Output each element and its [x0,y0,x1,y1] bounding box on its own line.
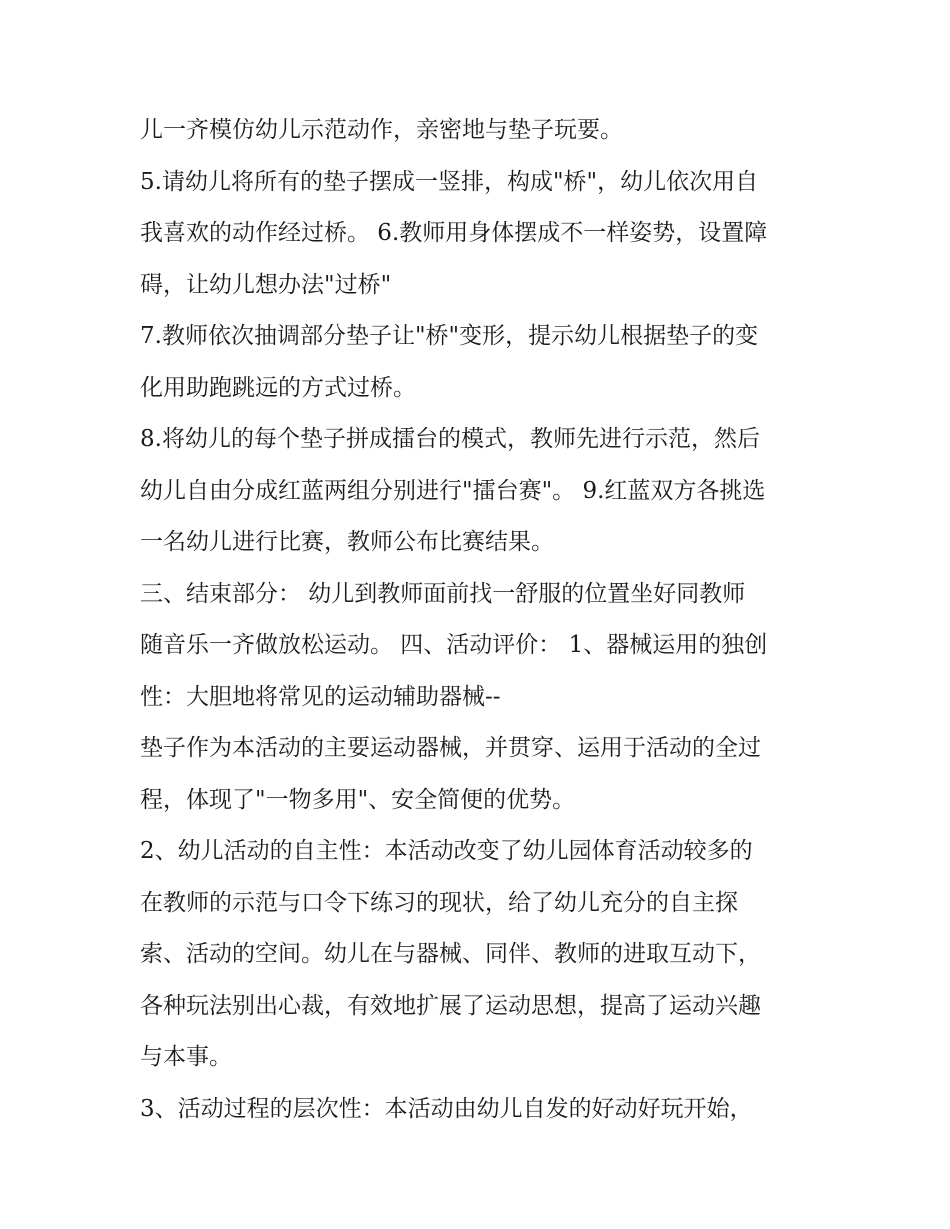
text-line: 在教师的示范与口令下练习的现状，给了幼儿充分的自主探 [140,889,738,916]
text-line: 我喜欢的动作经过桥。 6.教师用身体摆成不一样姿势，设置障 [140,220,768,246]
text-line: 一名幼儿进行比赛，教师公布比赛结果。 [140,529,554,555]
text-line: 儿一齐模仿幼儿示范动作，亲密地与垫子玩要。 [140,117,623,143]
text-line: 索、活动的空间。幼儿在与器械、同伴、教师的进取互动下， [140,941,761,967]
text-line: 随音乐一齐做放松运动。 四、活动评价： 1、器械运用的独创 [140,632,768,658]
text-line: 2、幼儿活动的自主性：本活动改变了幼儿园体育活动较多的 [140,838,753,864]
text-line: 各种玩法别出心裁，有效地扩展了运动思想，提高了运动兴趣 [140,992,761,1019]
text-line: 7.教师依次抽调部分垫子让"桥"变形，提示幼儿根据垫子的变 [140,323,759,349]
text-line: 5.请幼儿将所有的垫子摆成一竖排，构成"桥"，幼儿依次用自 [140,168,759,195]
text-line: 程，体现了"一物多用"、安全简便的优势。 [140,786,576,813]
text-line: 8.将幼儿的每个垫子拼成擂台的模式，教师先进行示范，然后 [140,426,760,452]
text-line: 化用助跑跳远的方式过桥。 [140,374,416,401]
text-line: 3、活动过程的层次性：本活动由幼儿自发的好动好玩开始， [140,1095,753,1122]
text-line: 垫子作为本活动的主要运动器械，并贯穿、运用于活动的全过 [140,735,761,761]
text-line: 幼儿自由分成红蓝两组分别进行"擂台赛"。 9.红蓝双方各挑选 [140,477,766,504]
document-body [140,105,820,1135]
text-line: 性：大胆地将常见的运动辅助器械-- [140,683,501,710]
text-line: 与本事。 [140,1044,232,1070]
text-line: 三、结束部分： 幼儿到教师面前找一舒服的位置坐好同教师 [140,580,746,607]
text-line: 碍，让幼儿想办法"过桥" [140,271,392,298]
